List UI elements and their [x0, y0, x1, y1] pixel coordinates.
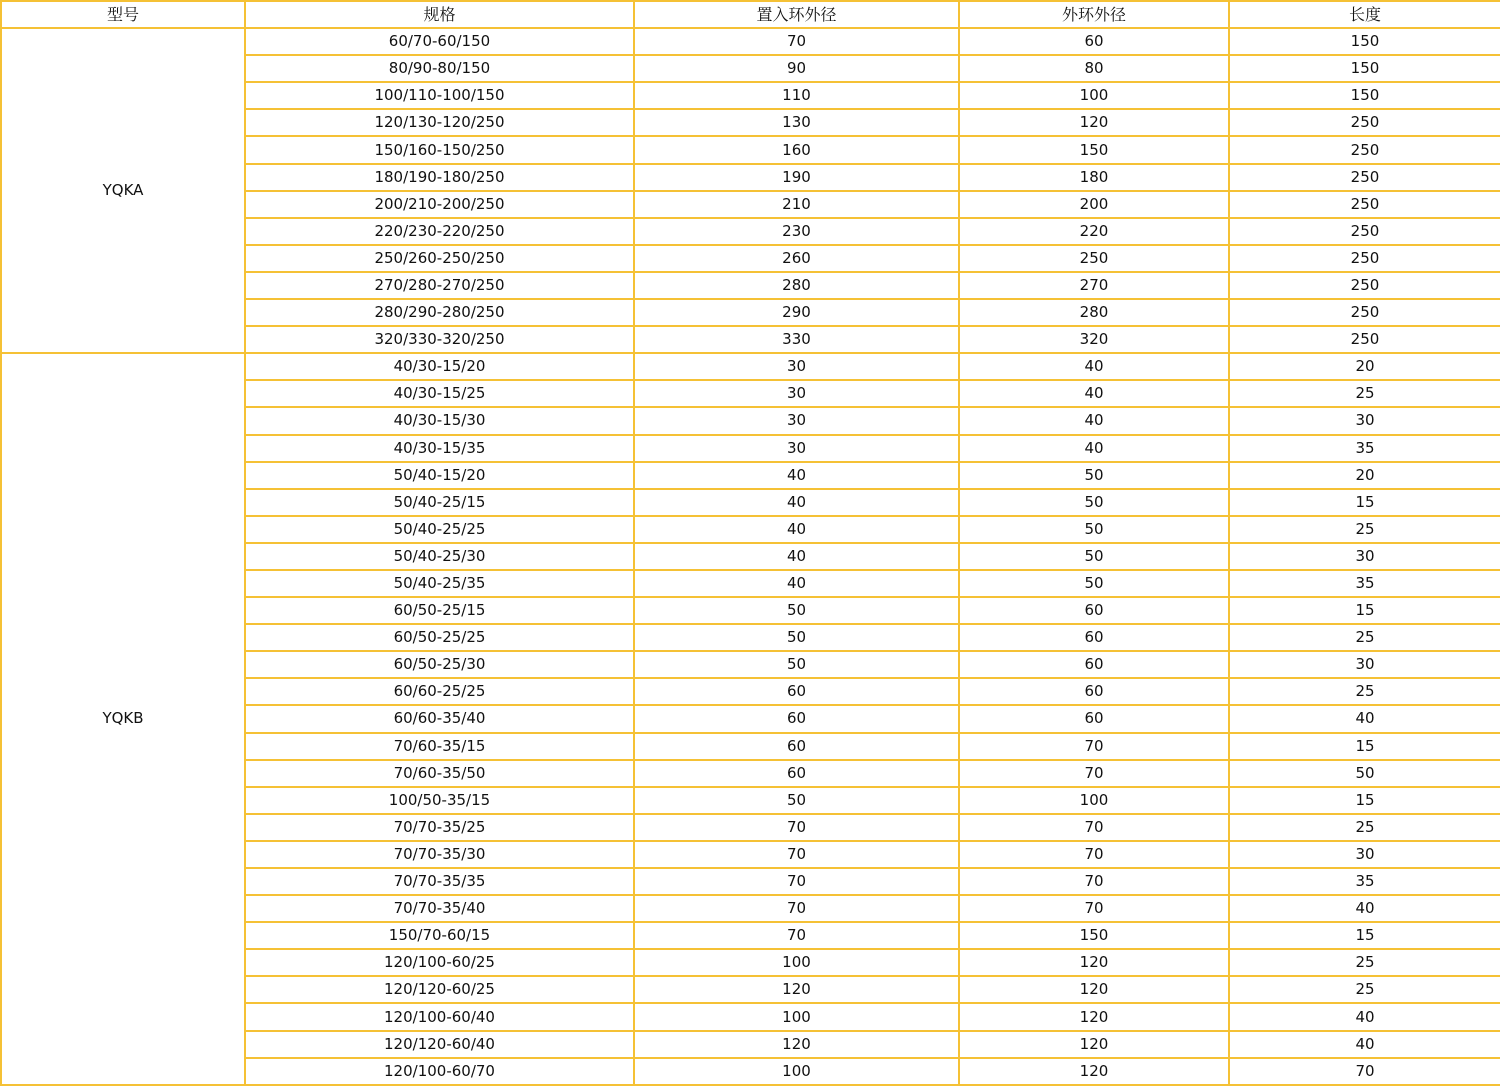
length-cell: 250 [1229, 299, 1500, 326]
length-cell: 250 [1229, 191, 1500, 218]
spec-cell: 60/50-25/30 [245, 651, 634, 678]
outer-ring-od-cell: 60 [959, 705, 1229, 732]
inner-ring-od-cell: 40 [634, 462, 959, 489]
spec-cell: 120/100-60/70 [245, 1058, 634, 1085]
spec-cell: 100/110-100/150 [245, 82, 634, 109]
table-row [1, 353, 1500, 380]
length-cell: 25 [1229, 949, 1500, 976]
spec-cell: 250/260-250/250 [245, 245, 634, 272]
length-cell: 15 [1229, 489, 1500, 516]
outer-ring-od-cell: 220 [959, 218, 1229, 245]
inner-ring-od-cell: 290 [634, 299, 959, 326]
inner-ring-od-cell: 100 [634, 949, 959, 976]
inner-ring-od-cell: 70 [634, 841, 959, 868]
outer-ring-od-cell: 40 [959, 407, 1229, 434]
spec-cell: 40/30-15/30 [245, 407, 634, 434]
length-cell: 25 [1229, 976, 1500, 1003]
length-cell: 30 [1229, 407, 1500, 434]
length-cell: 150 [1229, 82, 1500, 109]
spec-cell: 70/70-35/40 [245, 895, 634, 922]
spec-cell: 150/160-150/250 [245, 136, 634, 163]
inner-ring-od-cell: 70 [634, 895, 959, 922]
outer-ring-od-cell: 280 [959, 299, 1229, 326]
spec-cell: 180/190-180/250 [245, 164, 634, 191]
outer-ring-od-cell: 60 [959, 678, 1229, 705]
spec-cell: 40/30-15/35 [245, 435, 634, 462]
inner-ring-od-cell: 40 [634, 516, 959, 543]
inner-ring-od-cell: 190 [634, 164, 959, 191]
spec-cell: 50/40-25/25 [245, 516, 634, 543]
inner-ring-od-cell: 50 [634, 624, 959, 651]
spec-cell: 150/70-60/15 [245, 922, 634, 949]
spec-cell: 120/100-60/25 [245, 949, 634, 976]
length-cell: 40 [1229, 705, 1500, 732]
spec-cell: 60/50-25/25 [245, 624, 634, 651]
spec-cell: 70/70-35/25 [245, 814, 634, 841]
inner-ring-od-cell: 280 [634, 272, 959, 299]
length-cell: 30 [1229, 543, 1500, 570]
inner-ring-od-cell: 30 [634, 353, 959, 380]
inner-ring-od-cell: 60 [634, 733, 959, 760]
length-cell: 15 [1229, 733, 1500, 760]
inner-ring-od-cell: 120 [634, 976, 959, 1003]
length-cell: 35 [1229, 570, 1500, 597]
outer-ring-od-cell: 120 [959, 109, 1229, 136]
outer-ring-od-cell: 250 [959, 245, 1229, 272]
length-cell: 25 [1229, 814, 1500, 841]
outer-ring-od-cell: 150 [959, 136, 1229, 163]
inner-ring-od-cell: 110 [634, 82, 959, 109]
table-row [1, 28, 1500, 55]
inner-ring-od-cell: 60 [634, 678, 959, 705]
inner-ring-od-cell: 30 [634, 407, 959, 434]
spec-cell: 120/100-60/40 [245, 1003, 634, 1030]
inner-ring-od-cell: 260 [634, 245, 959, 272]
spec-cell: 60/50-25/15 [245, 597, 634, 624]
length-cell: 250 [1229, 136, 1500, 163]
outer-ring-od-cell: 70 [959, 733, 1229, 760]
length-cell: 30 [1229, 841, 1500, 868]
outer-ring-od-cell: 80 [959, 55, 1229, 82]
length-cell: 250 [1229, 109, 1500, 136]
outer-ring-od-cell: 100 [959, 82, 1229, 109]
length-cell: 20 [1229, 462, 1500, 489]
length-cell: 25 [1229, 624, 1500, 651]
outer-ring-od-cell: 120 [959, 1058, 1229, 1085]
header-row [1, 1, 1500, 28]
length-cell: 15 [1229, 922, 1500, 949]
length-cell: 150 [1229, 28, 1500, 55]
spec-cell: 70/70-35/35 [245, 868, 634, 895]
inner-ring-od-cell: 60 [634, 760, 959, 787]
spec-cell: 320/330-320/250 [245, 326, 634, 353]
outer-ring-od-cell: 70 [959, 814, 1229, 841]
spec-cell: 60/60-25/25 [245, 678, 634, 705]
spec-cell: 120/130-120/250 [245, 109, 634, 136]
outer-ring-od-cell: 50 [959, 570, 1229, 597]
outer-ring-od-cell: 50 [959, 462, 1229, 489]
outer-ring-od-cell: 70 [959, 868, 1229, 895]
model-cell [1, 353, 245, 1085]
outer-ring-od-cell: 200 [959, 191, 1229, 218]
inner-ring-od-cell: 90 [634, 55, 959, 82]
inner-ring-od-cell: 210 [634, 191, 959, 218]
spec-cell: 60/70-60/150 [245, 28, 634, 55]
header-model: 型号 [1, 1, 245, 28]
outer-ring-od-cell: 120 [959, 1003, 1229, 1030]
length-cell: 25 [1229, 380, 1500, 407]
table-body [1, 28, 1500, 1085]
spec-cell: 40/30-15/25 [245, 380, 634, 407]
length-cell: 35 [1229, 868, 1500, 895]
header-length: 长度 [1229, 1, 1500, 28]
model-label: YQKA [102, 181, 144, 200]
length-cell: 250 [1229, 326, 1500, 353]
inner-ring-od-cell: 70 [634, 922, 959, 949]
length-cell: 40 [1229, 1003, 1500, 1030]
outer-ring-od-cell: 40 [959, 353, 1229, 380]
outer-ring-od-cell: 60 [959, 651, 1229, 678]
outer-ring-od-cell: 70 [959, 895, 1229, 922]
spec-cell: 270/280-270/250 [245, 272, 634, 299]
spec-cell: 120/120-60/25 [245, 976, 634, 1003]
spec-cell: 60/60-35/40 [245, 705, 634, 732]
outer-ring-od-cell: 60 [959, 28, 1229, 55]
inner-ring-od-cell: 50 [634, 651, 959, 678]
header-inner-ring-od: 置入环外径 [634, 1, 959, 28]
length-cell: 50 [1229, 760, 1500, 787]
spec-cell: 70/60-35/15 [245, 733, 634, 760]
inner-ring-od-cell: 30 [634, 435, 959, 462]
outer-ring-od-cell: 40 [959, 380, 1229, 407]
outer-ring-od-cell: 60 [959, 624, 1229, 651]
length-cell: 25 [1229, 516, 1500, 543]
inner-ring-od-cell: 40 [634, 543, 959, 570]
outer-ring-od-cell: 60 [959, 597, 1229, 624]
inner-ring-od-cell: 30 [634, 380, 959, 407]
spec-cell: 120/120-60/40 [245, 1031, 634, 1058]
inner-ring-od-cell: 130 [634, 109, 959, 136]
outer-ring-od-cell: 50 [959, 489, 1229, 516]
spec-cell: 100/50-35/15 [245, 787, 634, 814]
length-cell: 250 [1229, 218, 1500, 245]
spec-cell: 70/70-35/30 [245, 841, 634, 868]
spec-cell: 220/230-220/250 [245, 218, 634, 245]
outer-ring-od-cell: 320 [959, 326, 1229, 353]
inner-ring-od-cell: 60 [634, 705, 959, 732]
spec-cell: 50/40-25/35 [245, 570, 634, 597]
length-cell: 20 [1229, 353, 1500, 380]
length-cell: 25 [1229, 678, 1500, 705]
spec-cell: 50/40-25/15 [245, 489, 634, 516]
outer-ring-od-cell: 40 [959, 435, 1229, 462]
inner-ring-od-cell: 100 [634, 1003, 959, 1030]
spec-cell: 200/210-200/250 [245, 191, 634, 218]
inner-ring-od-cell: 50 [634, 597, 959, 624]
length-cell: 250 [1229, 245, 1500, 272]
outer-ring-od-cell: 150 [959, 922, 1229, 949]
outer-ring-od-cell: 100 [959, 787, 1229, 814]
model-label: YQKB [102, 709, 144, 728]
spec-cell: 280/290-280/250 [245, 299, 634, 326]
length-cell: 250 [1229, 164, 1500, 191]
spec-cell: 40/30-15/20 [245, 353, 634, 380]
length-cell: 30 [1229, 651, 1500, 678]
length-cell: 40 [1229, 1031, 1500, 1058]
spec-cell: 50/40-25/30 [245, 543, 634, 570]
outer-ring-od-cell: 70 [959, 841, 1229, 868]
length-cell: 70 [1229, 1058, 1500, 1085]
inner-ring-od-cell: 70 [634, 814, 959, 841]
inner-ring-od-cell: 50 [634, 787, 959, 814]
header-spec: 规格 [245, 1, 634, 28]
outer-ring-od-cell: 180 [959, 164, 1229, 191]
outer-ring-od-cell: 120 [959, 1031, 1229, 1058]
outer-ring-od-cell: 120 [959, 949, 1229, 976]
spec-cell: 70/60-35/50 [245, 760, 634, 787]
model-cell [1, 28, 245, 353]
outer-ring-od-cell: 70 [959, 760, 1229, 787]
length-cell: 40 [1229, 895, 1500, 922]
length-cell: 150 [1229, 55, 1500, 82]
inner-ring-od-cell: 70 [634, 28, 959, 55]
header-outer-ring-od: 外环外径 [959, 1, 1229, 28]
outer-ring-od-cell: 120 [959, 976, 1229, 1003]
inner-ring-od-cell: 100 [634, 1058, 959, 1085]
outer-ring-od-cell: 50 [959, 543, 1229, 570]
inner-ring-od-cell: 160 [634, 136, 959, 163]
length-cell: 250 [1229, 272, 1500, 299]
inner-ring-od-cell: 40 [634, 489, 959, 516]
inner-ring-od-cell: 40 [634, 570, 959, 597]
outer-ring-od-cell: 270 [959, 272, 1229, 299]
inner-ring-od-cell: 230 [634, 218, 959, 245]
length-cell: 15 [1229, 787, 1500, 814]
length-cell: 35 [1229, 435, 1500, 462]
inner-ring-od-cell: 70 [634, 868, 959, 895]
outer-ring-od-cell: 50 [959, 516, 1229, 543]
spec-cell: 50/40-15/20 [245, 462, 634, 489]
length-cell: 15 [1229, 597, 1500, 624]
spec-cell: 80/90-80/150 [245, 55, 634, 82]
inner-ring-od-cell: 120 [634, 1031, 959, 1058]
inner-ring-od-cell: 330 [634, 326, 959, 353]
